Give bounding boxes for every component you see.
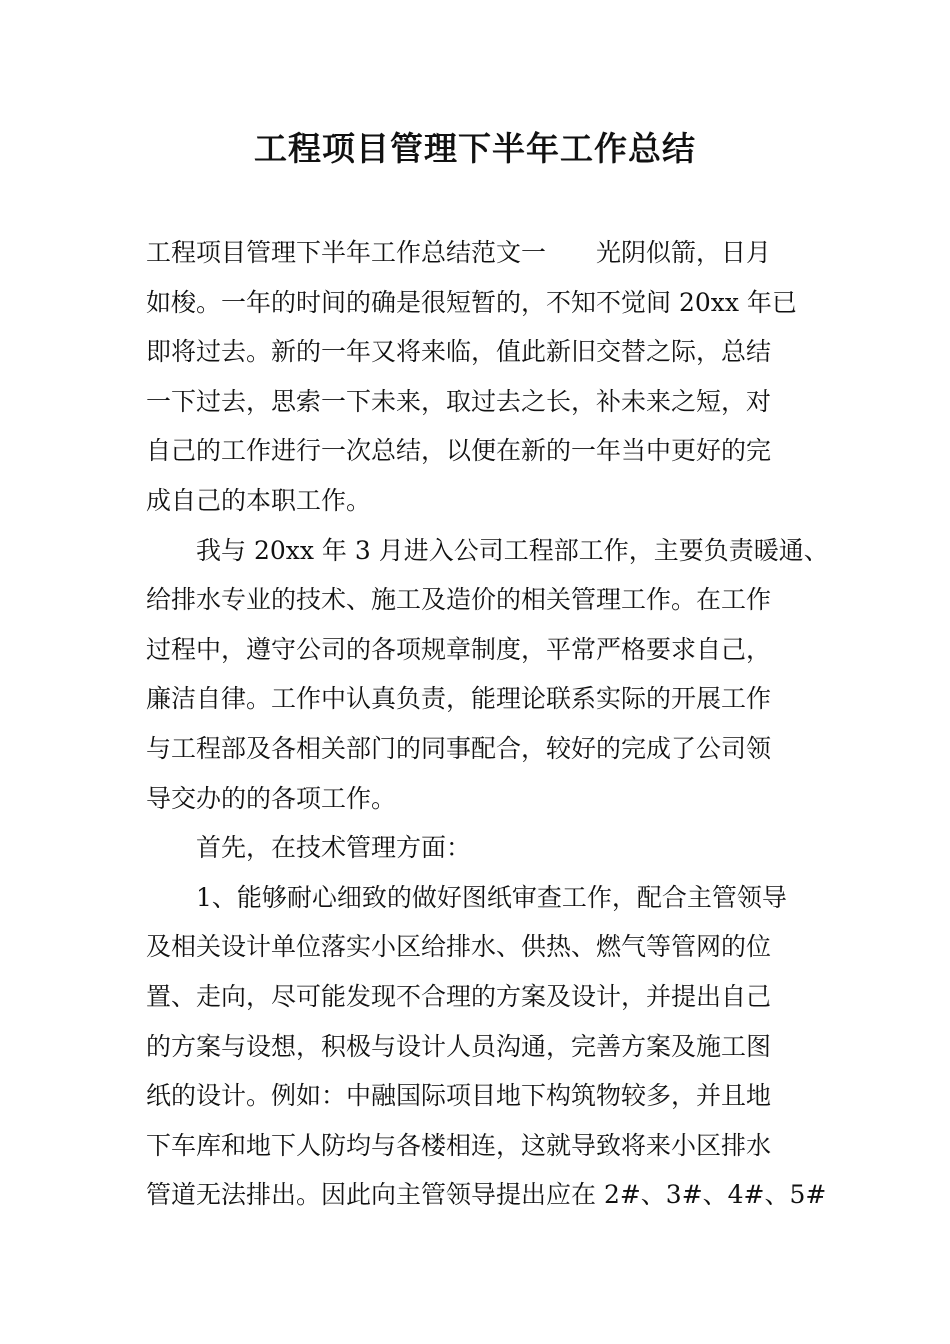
text-line: 工程项目管理下半年工作总结范文一 光阴似箭，日月 <box>146 238 772 267</box>
text-line: 及相关设计单位落实小区给排水、供热、燃气等管网的位 <box>146 932 772 962</box>
text-line: 首先，在技术管理方面： <box>196 833 472 863</box>
text-line: 与工程部及各相关部门的同事配合，较好的完成了公司领 <box>146 733 772 763</box>
text-line: 的方案与设想，积极与设计人员沟通，完善方案及施工图 <box>146 1031 772 1061</box>
text-line: 一下过去，思索一下未来，取过去之长，补未来之短，对 <box>146 386 772 416</box>
text-line: 1、能够耐心细致的做好图纸审查工作，配合主管领导 <box>196 882 787 912</box>
text-line: 给排水专业的技术、施工及造价的相关管理工作。在工作 <box>146 585 772 615</box>
text-line: 即将过去。新的一年又将来临，值此新旧交替之际，总结 <box>146 337 772 367</box>
text-line: 下车库和地下人防均与各楼相连，这就导致将来小区排水 <box>146 1130 772 1160</box>
text-line: 我与 20xx 年 3 月进入公司工程部工作，主要负责暖通、 <box>196 535 829 565</box>
text-line: 置、走向，尽可能发现不合理的方案及设计，并提出自己 <box>146 981 772 1011</box>
text-line: 如梭。一年的时间的确是很短暂的，不知不觉间 20xx 年已 <box>146 287 797 317</box>
text-line: 廉洁自律。工作中认真负责，能理论联系实际的开展工作 <box>146 684 772 714</box>
text-line: 成自己的本职工作。 <box>146 485 372 515</box>
text-line: 过程中，遵守公司的各项规章制度，平常严格要求自己， <box>146 634 772 664</box>
document-title: 工程项目管理下半年工作总结 <box>254 129 696 168</box>
text-line: 导交办的的各项工作。 <box>146 783 397 813</box>
document-body <box>146 228 836 1220</box>
text-line: 纸的设计。例如：中融国际项目地下构筑物较多，并且地 <box>146 1081 772 1111</box>
text-line: 管道无法排出。因此向主管领导提出应在 2#、3#、4#、5# <box>146 1180 827 1210</box>
text-line: 自己的工作进行一次总结，以便在新的一年当中更好的完 <box>146 436 772 466</box>
